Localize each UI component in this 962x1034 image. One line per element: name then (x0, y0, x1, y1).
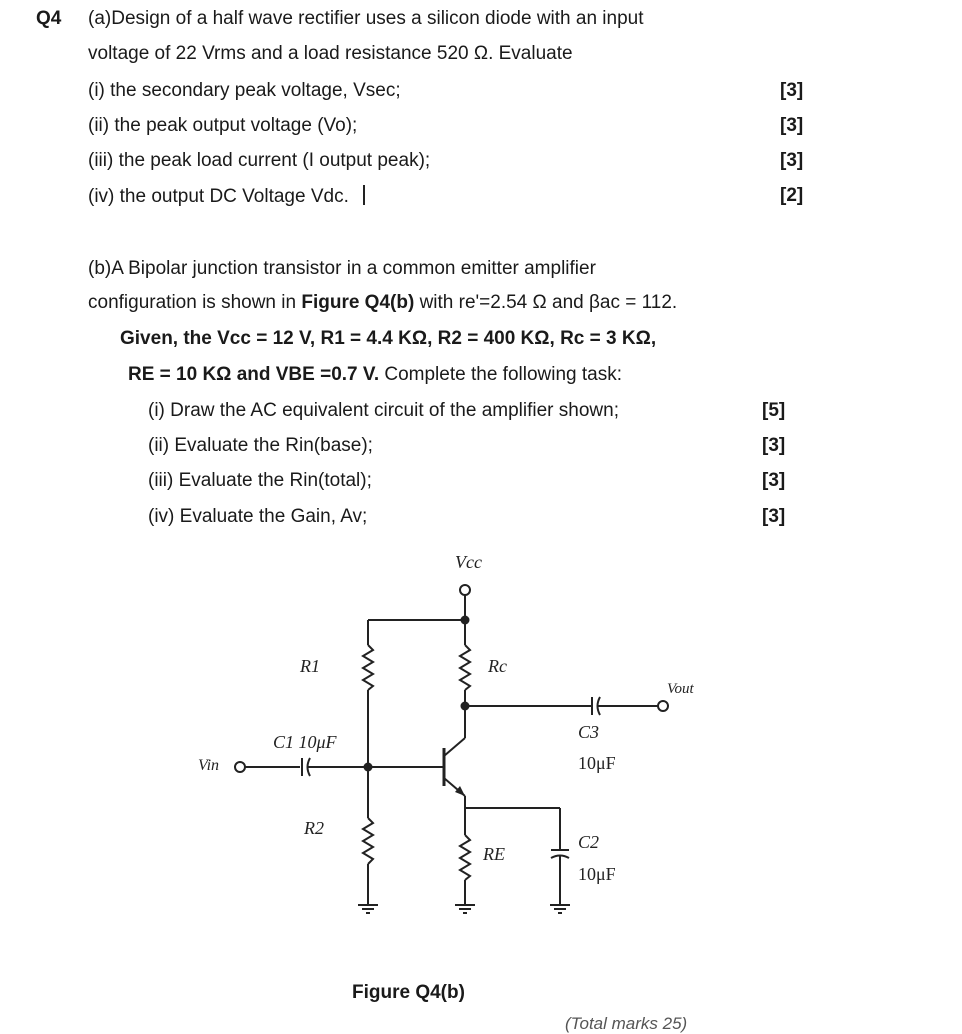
figure-caption: Figure Q4(b) (352, 982, 465, 1003)
label-re: RE (483, 844, 505, 864)
vcc-terminal (460, 585, 470, 595)
junction-dot (461, 702, 470, 711)
part-a-intro-line1: (a)Design of a half wave rectifier uses a silicon diode with an input (88, 8, 644, 29)
part-b-intro-line2-pre: configuration is shown in (88, 292, 302, 313)
part-b-intro-line1: (b)A Bipolar junction transistor in a common emitter amplifier (88, 258, 596, 279)
label-c2-value: 10μF (578, 864, 616, 884)
given-line2-bold: RE = 10 KΩ and VBE =0.7 V. (128, 364, 380, 385)
junction-dot (364, 763, 373, 772)
vin-terminal (235, 762, 245, 772)
part-b-item-3: (iii) Evaluate the Rin(total); (148, 470, 372, 491)
label-vin: Vin (198, 757, 220, 774)
given-line2-post: Complete the following task: (379, 364, 622, 385)
ground-re-icon (455, 905, 475, 913)
label-r2: R2 (304, 818, 324, 838)
part-b-item-1-marks: [5] (762, 400, 786, 421)
rc-resistor (460, 645, 470, 690)
part-a-item-4: (iv) the output DC Voltage Vdc. (88, 186, 349, 207)
r1-resistor (363, 645, 373, 690)
re-resistor (460, 835, 470, 880)
part-a-item-4-marks: [2] (780, 185, 804, 206)
part-a-item-3: (iii) the peak load current (I output peak); (88, 150, 431, 171)
part-b-item-2: (ii) Evaluate the Rin(base); (148, 435, 373, 456)
label-rc: Rc (488, 656, 507, 676)
label-vout: Vout (667, 681, 694, 697)
label-c2: C2 (578, 832, 600, 852)
ground-c2-icon (550, 905, 570, 913)
part-b-item-2-marks: [3] (762, 435, 786, 456)
label-c3: C3 (578, 722, 600, 742)
part-a-item-2-marks: [3] (780, 115, 804, 136)
part-b-item-3-marks: [3] (762, 470, 786, 491)
junction-dot (461, 616, 470, 625)
part-a-item-3-marks: [3] (780, 150, 804, 171)
part-b-item-1: (i) Draw the AC equivalent circuit of the amplifier shown; (148, 400, 619, 421)
ground-r2-icon (358, 905, 378, 913)
part-a-item-1: (i) the secondary peak voltage, Vsec; (88, 80, 401, 101)
given-line1: Given, the Vcc = 12 V, R1 = 4.4 KΩ, R2 = 400 KΩ, Rc = 3 KΩ, (120, 328, 657, 349)
total-marks: (Total marks 25) (565, 1014, 688, 1033)
part-a-item-2: (ii) the peak output voltage (Vo); (88, 115, 358, 136)
question-number: Q4 (36, 8, 62, 29)
part-b-intro-line2-post: with re'=2.54 Ω and βac = 112. (414, 292, 678, 313)
label-vcc: Vcc (455, 552, 482, 572)
part-a-intro-line2: voltage of 22 Vrms and a load resistance 520 Ω. Evaluate (88, 43, 573, 64)
part-b-item-4-marks: [3] (762, 506, 786, 527)
label-c3-value: 10μF (578, 753, 616, 773)
figure-reference: Figure Q4(b) (301, 292, 415, 313)
label-c1: C1 10μF (273, 732, 337, 752)
r2-resistor (363, 818, 373, 864)
part-a-item-1-marks: [3] (780, 80, 804, 101)
vout-terminal (658, 701, 668, 711)
label-r1: R1 (300, 656, 320, 676)
part-b-item-4: (iv) Evaluate the Gain, Av; (148, 506, 368, 527)
